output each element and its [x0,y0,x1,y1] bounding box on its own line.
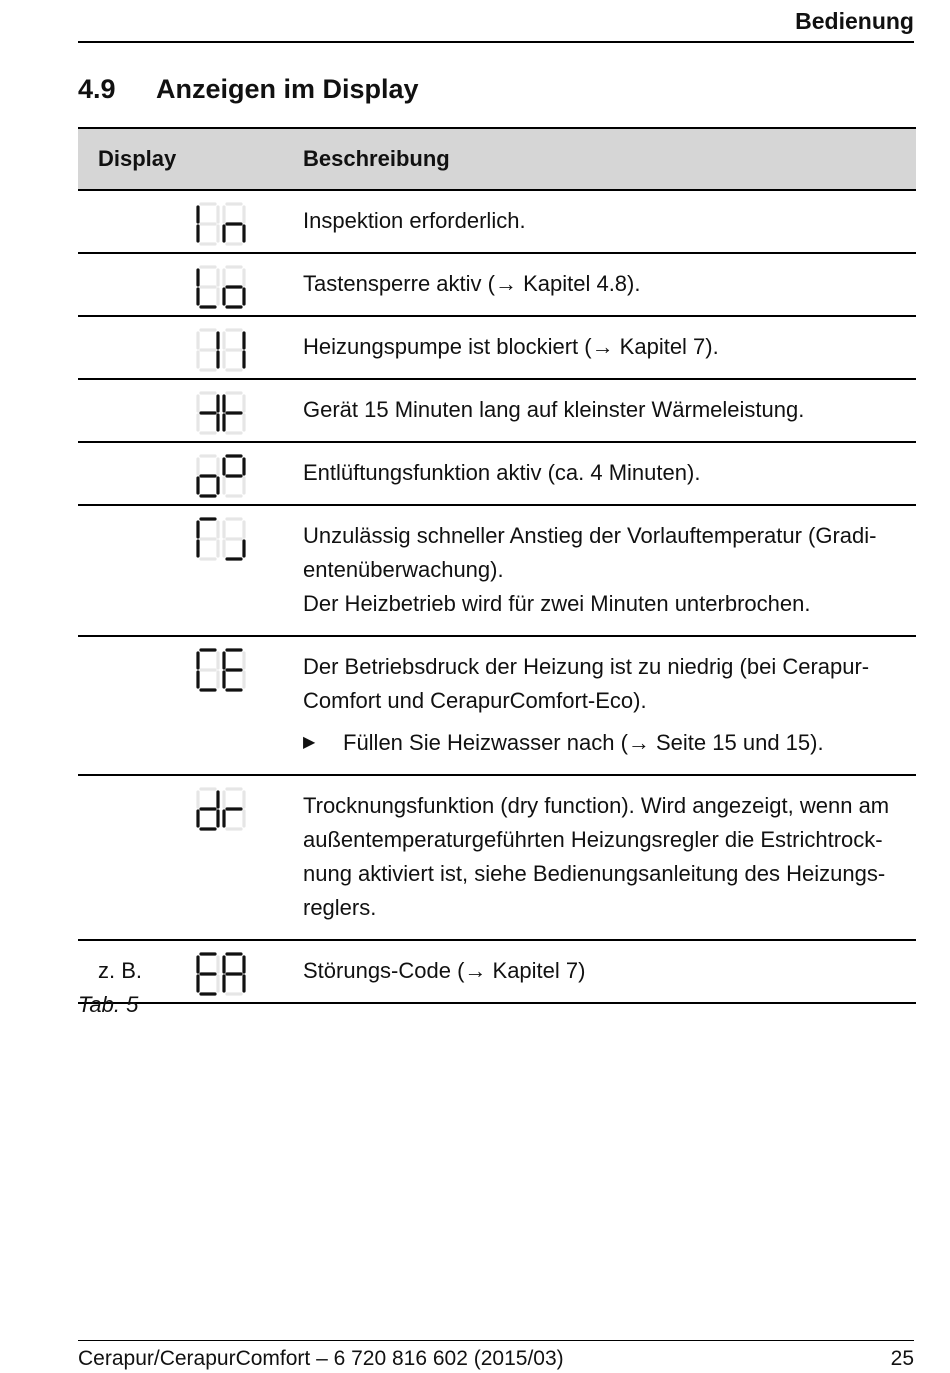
description-line: Tastensperre aktiv (→ Kapitel 4.8). [303,271,641,296]
description-line: Heizungspumpe ist blockiert (→ Kapitel 7). [303,334,719,359]
table-row [78,253,916,316]
description-line: Störungs-Code (→ Kapitel 7) [303,958,586,983]
description-cell [303,190,916,253]
table-row [78,316,916,379]
description-cell [303,253,916,316]
display-code [158,453,303,497]
description-cell [303,505,916,636]
description-cell [303,940,916,1003]
running-header: Bedienung [78,8,914,43]
seven-segment-display-icon [195,390,247,436]
page-footer [78,1340,914,1371]
display-code-cell [158,636,303,775]
seven-segment-display-icon [195,201,247,247]
row-prefix [78,505,158,636]
table-row [78,190,916,253]
description-line: Der Heizbetrieb wird für zwei Minuten unterbrochen. [303,591,811,616]
row-prefix [78,636,158,775]
display-code-cell [158,379,303,442]
display-code-cell [158,316,303,379]
display-code-cell [158,253,303,316]
display-codes-table [78,127,916,1004]
footer-document-info: Cerapur/CerapurComfort – 6 720 816 602 (2015/03) [78,1347,564,1370]
table-header-row [78,128,916,190]
display-code-cell [158,775,303,940]
row-prefix: z. B. [78,940,158,1003]
seven-segment-display-icon [195,647,247,693]
description-line: Trocknungsfunktion (dry function). Wird angezeigt, wenn am [303,793,890,818]
description-line: Gerät 15 Minuten lang auf kleinster Wärmeleistung. [303,397,805,422]
table-row [78,442,916,505]
description-cell [303,379,916,442]
display-code [158,264,303,308]
section-number: 4.9 [78,74,116,104]
display-code [158,390,303,434]
seven-segment-display-icon [195,516,247,562]
display-code [158,786,303,830]
display-code-cell [158,505,303,636]
description-line: Entlüftungsfunktion aktiv (ca. 4 Minuten). [303,460,701,485]
display-code [158,516,303,560]
row-prefix [78,442,158,505]
display-code-cell [158,190,303,253]
column-header-display: Display [78,128,303,190]
description-line: außentemperaturgeführten Heizungsregler die Estrichtrock- [303,827,883,852]
display-code [158,201,303,245]
section-title [78,74,419,105]
row-prefix [78,190,158,253]
seven-segment-display-icon [195,951,247,997]
display-code-cell [158,940,303,1003]
description-line: Unzulässig schneller Anstieg der Vorlauftemperatur (Gradi- [303,523,877,548]
row-prefix [78,379,158,442]
description-cell [303,775,916,940]
seven-segment-display-icon [195,453,247,499]
description-cell [303,636,916,775]
row-prefix [78,253,158,316]
page-number: 25 [890,1347,914,1370]
table-row [78,505,916,636]
seven-segment-display-icon [195,327,247,373]
table-row [78,775,916,940]
table-row [78,940,916,1003]
description-line: reglers. [303,895,377,920]
description-line: Comfort und CerapurComfort-Eco). [303,688,647,713]
description-line: Der Betriebsdruck der Heizung ist zu niedrig (bei Cerapur- [303,654,870,679]
description-line: nung aktiviert ist, siehe Bedienungsanleitung des Heizungs- [303,861,886,886]
display-code-cell [158,442,303,505]
seven-segment-display-icon [195,786,247,832]
description-line: entenüberwachung). [303,557,504,582]
row-prefix [78,775,158,940]
display-code [158,647,303,691]
triangle-bullet-icon: ▶ [303,734,316,751]
section-heading: Anzeigen im Display [156,74,419,104]
column-header-description: Beschreibung [303,128,916,190]
table-row [78,379,916,442]
row-prefix [78,316,158,379]
instruction-item [303,726,896,760]
seven-segment-display-icon [195,264,247,310]
description-cell [303,442,916,505]
table-row [78,636,916,775]
display-code [158,951,303,995]
table-caption: Tab. 5 [78,992,139,1017]
description-line: Inspektion erforderlich. [303,208,526,233]
display-code [158,327,303,371]
instruction-text: Füllen Sie Heizwasser nach (→ Seite 15 und 15). [343,730,824,755]
description-cell [303,316,916,379]
